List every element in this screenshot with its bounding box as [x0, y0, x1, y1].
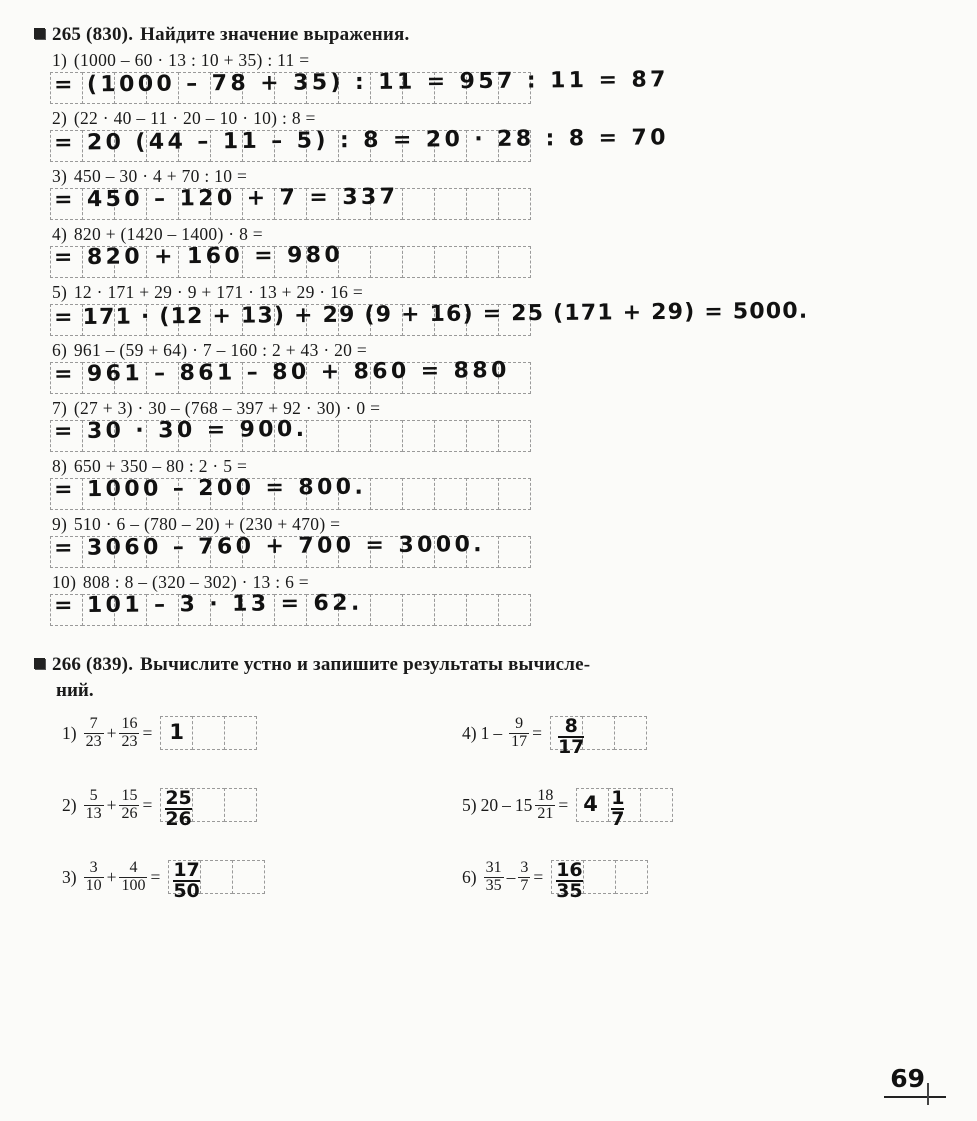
- handwritten-answer-whole: 4: [583, 792, 598, 817]
- problem-index: 1): [62, 722, 77, 743]
- answer-cell[interactable]: [402, 420, 435, 452]
- problem-expression: (27 + 3) · 30 – (768 – 397 + 92 · 30) · 0 =: [73, 398, 381, 418]
- fraction-term: [518, 860, 530, 895]
- operator: –: [502, 794, 511, 815]
- answer-row[interactable]: [50, 532, 947, 570]
- fraction-term: [84, 716, 104, 751]
- handwritten-answer: = 171 · (12 + 13) + 29 (9 + 16) = 25 (171 + 29) = 5000.: [53, 298, 809, 331]
- numerator: 16: [121, 715, 138, 732]
- answer-cell[interactable]: [192, 788, 225, 822]
- fraction-term: [535, 788, 555, 823]
- exercise-266-items: [62, 716, 947, 916]
- answer-cells[interactable]: [160, 716, 256, 750]
- answer-cell[interactable]: [498, 188, 531, 220]
- answer-cell[interactable]: [402, 188, 435, 220]
- handwritten-answer: = 101 – 3 · 13 = 62.: [53, 590, 363, 619]
- answer-cell[interactable]: [640, 788, 673, 822]
- answer-row[interactable]: [50, 358, 947, 396]
- problem-index: 4): [462, 722, 477, 743]
- mixed-whole: 15: [514, 794, 533, 815]
- problem-line: [52, 514, 947, 535]
- handwritten-answer: = 30 · 30 = 900.: [53, 416, 308, 445]
- fraction-problem: [62, 787, 256, 831]
- answer-cell[interactable]: [434, 594, 467, 626]
- problem-expression: (22 · 40 – 11 · 20 – 10 · 10) : 8 =: [73, 108, 316, 128]
- problem-expression: 961 – (59 + 64) · 7 – 160 : 2 + 43 · 20 =: [73, 340, 368, 360]
- problem-expression: (1000 – 60 · 13 : 10 + 35) : 11 =: [73, 50, 310, 70]
- fraction-term: [84, 860, 104, 895]
- denominator: 17: [557, 736, 585, 759]
- answer-cell[interactable]: [498, 594, 531, 626]
- answer-cell[interactable]: [370, 246, 403, 278]
- answer-cell[interactable]: [498, 420, 531, 452]
- problem-line: [52, 572, 947, 593]
- answer-cell[interactable]: [583, 860, 616, 894]
- numerator: 8: [564, 715, 578, 738]
- answer-cell[interactable]: [402, 246, 435, 278]
- answer-cells[interactable]: [550, 715, 646, 759]
- numerator: 17: [173, 859, 200, 882]
- problem-index: 7): [52, 398, 68, 418]
- problem-index: 6): [52, 340, 68, 360]
- problem-line: [52, 224, 947, 245]
- fraction-term: [484, 860, 504, 895]
- handwritten-answer: = 1000 – 200 = 800.: [53, 474, 367, 503]
- problem-expression: 450 – 30 · 4 + 70 : 10 =: [73, 166, 248, 186]
- exercise-title-continued: ний.: [56, 680, 94, 701]
- handwritten-answer: = 961 – 861 – 80 + 860 = 880: [53, 358, 510, 387]
- equals-sign: =: [150, 866, 161, 887]
- numerator: 5: [89, 787, 98, 804]
- problem-line: [52, 282, 947, 303]
- problem-index: 3): [62, 866, 77, 887]
- problem-index: 9): [52, 514, 68, 534]
- numerator: 16: [556, 859, 583, 882]
- answer-cell[interactable]: [582, 716, 615, 750]
- denominator: 23: [85, 732, 102, 750]
- numerator: 25: [165, 787, 192, 810]
- numerator: 3: [520, 859, 529, 876]
- answer-cell[interactable]: [498, 478, 531, 510]
- denominator: 17: [511, 732, 528, 750]
- handwritten-answer: 1: [169, 720, 184, 745]
- numerator: 3: [89, 859, 98, 876]
- equals-sign: =: [533, 866, 544, 887]
- handwritten-answer: = (1000 – 78 + 35) : 11 = 957 : 11 = 87: [53, 67, 669, 98]
- numerator: 15: [121, 787, 138, 804]
- handwritten-answer-fraction: [556, 861, 582, 901]
- problem-expression: 510 · 6 – (780 – 20) + (230 + 470) =: [73, 514, 341, 534]
- operator: +: [106, 794, 117, 815]
- handwritten-answer-fraction: [165, 789, 191, 829]
- operator: –: [493, 722, 503, 743]
- denominator: 100: [121, 876, 146, 894]
- answer-cell[interactable]: [338, 420, 371, 452]
- exercise-266-heading: [34, 654, 947, 676]
- answer-row[interactable]: [50, 298, 947, 338]
- exercise-265-heading: [34, 24, 947, 46]
- answer-cell[interactable]: [434, 478, 467, 510]
- denominator: 23: [121, 732, 138, 750]
- handwritten-answer-fraction: [611, 789, 624, 829]
- problem-index: 3): [52, 166, 68, 186]
- answer-cells[interactable]: [160, 787, 256, 831]
- equals-sign: =: [142, 722, 153, 743]
- answer-cells[interactable]: [168, 859, 264, 903]
- answer-cell[interactable]: [498, 246, 531, 278]
- fraction-problem: [62, 716, 256, 751]
- problem-index: 4): [52, 224, 68, 244]
- operator: +: [106, 722, 117, 743]
- page-number-rule: [884, 1096, 946, 1098]
- answer-cell[interactable]: [370, 594, 403, 626]
- answer-cell[interactable]: [498, 536, 531, 568]
- handwritten-answer: = 20 (44 – 11 – 5) : 8 = 20 · 28 : 8 = 70: [53, 125, 670, 156]
- answer-cell[interactable]: [370, 478, 403, 510]
- answer-cells[interactable]: [551, 859, 647, 903]
- fraction-term: [119, 860, 147, 895]
- problem-index: 6): [462, 866, 477, 887]
- fraction-problem: [462, 787, 672, 831]
- page-number: [890, 1064, 925, 1093]
- answer-row[interactable]: [50, 125, 947, 164]
- handwritten-answer: = 820 + 160 = 980: [53, 242, 344, 271]
- fraction-term: [119, 716, 139, 751]
- answer-row[interactable]: [50, 474, 947, 512]
- answer-cell[interactable]: [192, 716, 225, 750]
- exercise-number: 265 (830).: [52, 24, 134, 45]
- answer-cell[interactable]: [306, 420, 339, 452]
- answer-cell[interactable]: [200, 860, 233, 894]
- problem-expression: 12 · 171 + 29 · 9 + 171 · 13 + 29 · 16 =: [73, 282, 364, 302]
- fraction-problem: [62, 859, 264, 903]
- fraction-term: [509, 716, 529, 751]
- problem-line: [52, 398, 947, 419]
- problem-index: 2): [62, 794, 77, 815]
- answer-cell[interactable]: [224, 788, 257, 822]
- answer-cell[interactable]: [402, 478, 435, 510]
- handwritten-answer: = 450 – 120 + 7 = 337: [53, 184, 399, 213]
- square-bullet-icon: [34, 658, 45, 669]
- numerator: 4: [129, 859, 138, 876]
- fraction-problem: [462, 715, 646, 759]
- denominator: 10: [85, 876, 102, 894]
- denominator: 26: [165, 808, 192, 831]
- problem-expression: 650 + 350 – 80 : 2 · 5 =: [73, 456, 248, 476]
- equals-sign: =: [558, 794, 569, 815]
- answer-cells[interactable]: [576, 787, 672, 831]
- page-number-value: 69: [890, 1064, 925, 1093]
- square-bullet-icon: [34, 28, 45, 39]
- answer-row[interactable]: [50, 416, 947, 454]
- problem-index: 8): [52, 456, 68, 476]
- equals-sign: =: [142, 794, 153, 815]
- answer-cell[interactable]: [402, 594, 435, 626]
- answer-cell[interactable]: [466, 478, 499, 510]
- lead-number: 20: [480, 794, 499, 815]
- answer-cell[interactable]: [434, 246, 467, 278]
- handwritten-answer-fraction: [558, 717, 584, 757]
- fraction-term: [119, 788, 139, 823]
- answer-row[interactable]: [50, 590, 947, 628]
- answer-cell[interactable]: [224, 716, 257, 750]
- page-number-tick: [927, 1083, 929, 1105]
- numerator: 31: [485, 859, 502, 876]
- lead-number: 1: [480, 722, 490, 743]
- answer-cell[interactable]: [434, 420, 467, 452]
- answer-row[interactable]: [50, 67, 947, 106]
- answer-cell[interactable]: [466, 594, 499, 626]
- answer-row[interactable]: [50, 184, 947, 222]
- answer-cell[interactable]: [466, 246, 499, 278]
- problem-index: 5): [462, 794, 477, 815]
- answer-cell[interactable]: [232, 860, 265, 894]
- problem-expression: 820 + (1420 – 1400) · 8 =: [73, 224, 263, 244]
- problem-line: [52, 456, 947, 477]
- exercise-title: Вычислите устно и запишите результаты вычисле-: [140, 654, 591, 675]
- handwritten-answer-fraction: [173, 861, 199, 901]
- exercise-title: Найдите значение выражения.: [140, 24, 410, 45]
- answer-cell[interactable]: [466, 188, 499, 220]
- handwritten-answer: = 3060 – 760 + 700 = 3000.: [53, 532, 486, 561]
- numerator: 7: [89, 715, 98, 732]
- equals-sign: =: [532, 722, 542, 743]
- denominator: 26: [121, 804, 138, 822]
- exercise-number: 266 (839).: [52, 654, 134, 675]
- denominator: 21: [537, 804, 554, 822]
- fraction-problem: [462, 859, 647, 903]
- numerator: 9: [515, 715, 524, 732]
- fraction-term: [84, 788, 104, 823]
- problem-expression: 808 : 8 – (320 – 302) · 13 : 6 =: [82, 572, 309, 592]
- denominator: 35: [556, 880, 583, 903]
- answer-cell[interactable]: [434, 188, 467, 220]
- numerator: 18: [537, 787, 554, 804]
- problem-index: 1): [52, 50, 68, 70]
- answer-cell[interactable]: [615, 860, 648, 894]
- problem-index: 5): [52, 282, 68, 302]
- answer-cell[interactable]: [370, 420, 403, 452]
- operator: +: [106, 866, 117, 887]
- problem-line: [52, 166, 947, 187]
- problem-index: 2): [52, 108, 68, 128]
- denominator: 7: [520, 876, 529, 894]
- denominator: 50: [173, 880, 200, 903]
- denominator: 35: [485, 876, 502, 894]
- answer-row[interactable]: [50, 242, 947, 280]
- problem-index: 10): [52, 572, 77, 592]
- denominator: 13: [85, 804, 102, 822]
- numerator: 1: [611, 787, 625, 810]
- denominator: 7: [611, 808, 625, 831]
- operator: –: [506, 866, 516, 887]
- answer-cell[interactable]: [466, 420, 499, 452]
- answer-cell[interactable]: [614, 716, 647, 750]
